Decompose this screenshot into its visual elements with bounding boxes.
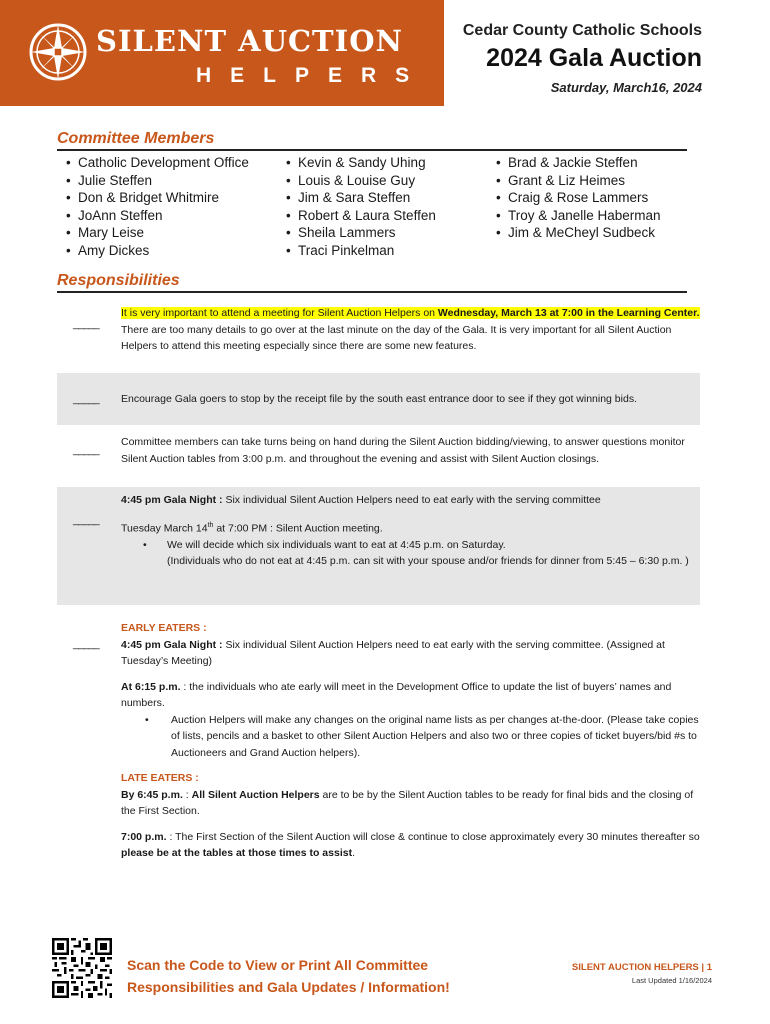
committee-column-2	[284, 154, 436, 260]
list-item: • Catholic Development Office	[64, 154, 249, 172]
event-title: 2024 Gala Auction	[486, 44, 702, 72]
final-bids-time: By 6:45 p.m.	[121, 788, 183, 801]
meeting-time: at 7:00 PM : Silent Auction meeting.	[213, 522, 383, 534]
compass-rose-icon	[28, 22, 88, 82]
highlight-text: It is very important to attend a meeting for Silent Auction Helpers on	[121, 307, 438, 319]
bullet-text: We will decide which six individuals want to eat at 4:45 p.m. on Saturday.	[167, 538, 506, 551]
list-item: • Grant & Liz Heimes	[494, 172, 661, 190]
list-item: • Louis & Louise Guy	[284, 172, 436, 190]
responsibility-text: are to be by the Silent Auction tables to be ready for final bids and the closing of the First Section.	[121, 788, 694, 817]
dinner-note: (Individuals who do not eat at 4:45 p.m. can sit with your spouse and/or friends for dinner from 5:45 – 6:30 p.m. )	[167, 555, 689, 567]
header-banner	[0, 0, 444, 106]
committee-column-3	[494, 154, 661, 242]
committee-heading: Committee Members	[57, 130, 687, 151]
bullet-icon: •	[143, 538, 147, 551]
list-item: • Don & Bridget Whitmire	[64, 189, 249, 207]
list-item: • Kevin & Sandy Uhing	[284, 154, 436, 172]
separator: :	[182, 788, 192, 801]
responsibility-4	[121, 492, 701, 570]
responsibility-text: There are too many details to go over at the last minute on the day of the Gala. It is very important for all Silent Auction Helpers to attend this meeting especially since there are some new features.	[121, 323, 672, 352]
list-item: • Julie Steffen	[64, 172, 249, 190]
late-eaters-label: LATE EATERS :	[121, 772, 199, 784]
banner-subtitle: HELPERS	[196, 64, 429, 87]
list-item: • Robert & Laura Steffen	[284, 207, 436, 225]
checkbox-blank: _____	[73, 444, 99, 456]
responsibility-text: : the individuals who ate early will meet in the Development Office to update the list of buyers’ names and numbers.	[121, 680, 672, 709]
committee-column-1	[64, 154, 249, 260]
checkbox-blank: _____	[73, 638, 99, 650]
responsibility-3: Committee members can take turns being on hand during the Silent Auction bidding/viewing, to answer questions monitor Silent Auction tables from 3:00 p.m. and throughout the evening and assist with Silent Auction closings.	[121, 436, 685, 465]
scan-line-1: Scan the Code to View or Print All Committee	[127, 957, 429, 973]
responsibility-text: Six individual Silent Auction Helpers need to eat early with the serving committee. (Assigned at Tuesday’s Meeting)	[121, 638, 665, 667]
responsibility-5	[121, 620, 701, 862]
list-item: • Jim & MeCheyl Sudbeck	[494, 224, 661, 242]
responsibilities-heading: Responsibilities	[57, 272, 687, 293]
scan-line-2: Responsibilities and Gala Updates / Information!	[127, 979, 450, 995]
early-eaters-label: EARLY EATERS :	[121, 622, 207, 634]
list-item: • Amy Dickes	[64, 242, 249, 260]
banner-title: SILENT AUCTION	[96, 24, 403, 58]
checkbox-blank: _____	[73, 393, 99, 405]
responsibility-text: Six individual Silent Auction Helpers need to eat early with the serving committee	[222, 494, 601, 506]
list-item: • Troy & Janelle Haberman	[494, 207, 661, 225]
bullet-text: Auction Helpers will make any changes on the original name lists as per changes at-the-door. (Please take copies of lists, pencils and a basket to other Silent Auction Helpers and also two or three copies of ticket buyers/bid #s to Auctioneers and Grand Auction helpers).	[171, 713, 699, 759]
meeting-highlight: Wednesday, March 13 at 7:00 in the Learning Center.	[437, 307, 700, 319]
list-item: • Sheila Lammers	[284, 224, 436, 242]
scan-instructions	[127, 954, 487, 998]
list-item: • Mary Leise	[64, 224, 249, 242]
ordinal-suffix: th	[207, 521, 214, 529]
bullet-icon: •	[145, 713, 149, 726]
organization-name: Cedar County Catholic Schools	[462, 22, 702, 39]
gala-night-time: 4:45 pm Gala Night :	[121, 494, 223, 506]
list-item: • JoAnn Steffen	[64, 207, 249, 225]
qr-code-icon[interactable]	[52, 938, 112, 998]
gala-night-time: 4:45 pm Gala Night :	[121, 638, 223, 651]
list-item	[121, 537, 701, 554]
list-item: • Traci Pinkelman	[284, 242, 436, 260]
last-updated: Last Updated 1/16/2024	[631, 976, 712, 985]
period: .	[352, 847, 356, 859]
assist-instruction: please be at the tables at those times to assist	[121, 847, 353, 859]
list-item: • Jim & Sara Steffen	[284, 189, 436, 207]
closing-time: 7:00 p.m.	[121, 830, 167, 843]
responsibility-2: Encourage Gala goers to stop by the receipt file by the south east entrance door to see if they got winning bids.	[121, 393, 637, 405]
list-item	[121, 712, 701, 762]
all-helpers: All Silent Auction Helpers	[191, 788, 320, 801]
page-label: SILENT AUCTION HELPERS | 1	[571, 962, 712, 973]
event-date: Saturday, March16, 2024	[550, 80, 702, 95]
checkbox-blank: _____	[73, 318, 99, 330]
meeting-date: Tuesday March 14	[121, 522, 208, 534]
list-item: • Brad & Jackie Steffen	[494, 154, 661, 172]
update-time: At 6:15 p.m.	[121, 680, 181, 693]
responsibility-text: : The First Section of the Silent Auction will close & continue to close approximately every 30 minutes thereafter so	[166, 830, 700, 843]
list-item: • Craig & Rose Lammers	[494, 189, 661, 207]
checkbox-blank: _____	[73, 514, 99, 526]
responsibility-1	[121, 305, 701, 355]
